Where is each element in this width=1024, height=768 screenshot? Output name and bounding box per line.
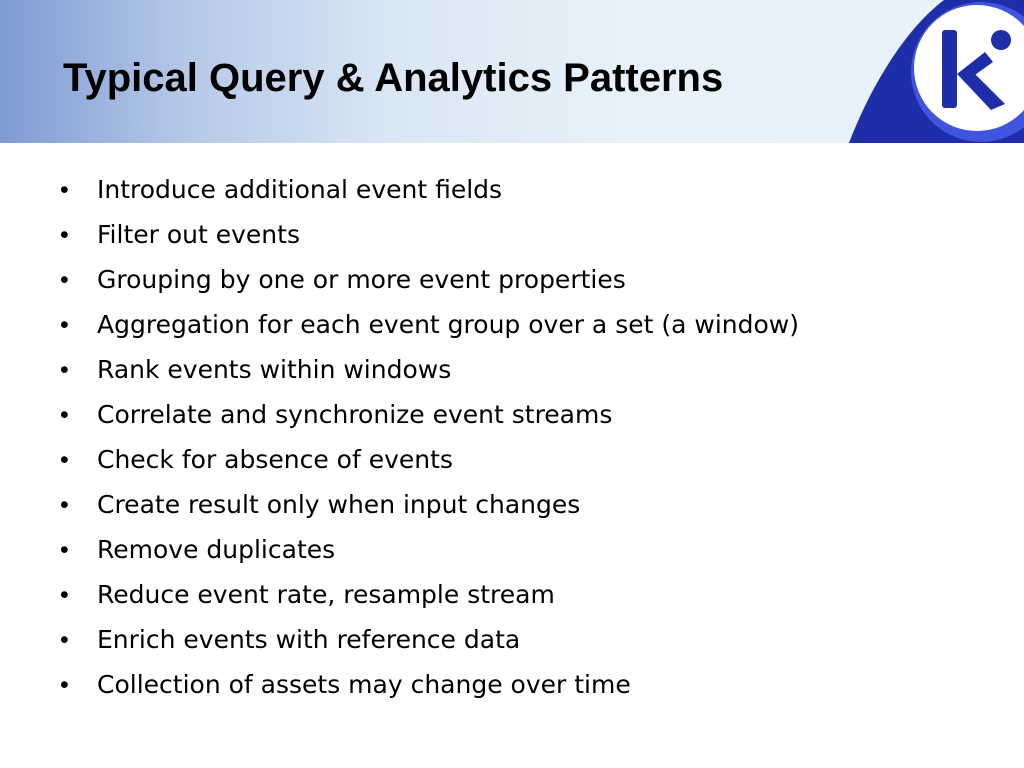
bullet-marker: • <box>60 311 69 339</box>
bullet-marker: • <box>60 671 69 699</box>
bullet-text: Reduce event rate, resample stream <box>97 580 555 609</box>
bullet-marker: • <box>60 401 69 429</box>
bullet-item <box>60 167 799 212</box>
bullet-text: Remove duplicates <box>97 535 336 564</box>
bullet-item <box>60 437 799 482</box>
bullet-text: Filter out events <box>97 220 300 249</box>
bullet-marker: • <box>60 491 69 519</box>
bullet-marker: • <box>60 176 69 204</box>
bullet-text: Enrich events with reference data <box>97 625 521 654</box>
bullet-text: Introduce additional event fields <box>97 175 503 204</box>
bullet-marker: • <box>60 446 69 474</box>
bullet-item <box>60 347 799 392</box>
bullet-text: Create result only when input changes <box>97 490 581 519</box>
bullet-item <box>60 257 799 302</box>
bullet-text: Aggregation for each event group over a set (a window) <box>97 310 799 339</box>
bullet-text: Correlate and synchronize event streams <box>97 400 613 429</box>
bullet-marker: • <box>60 221 69 249</box>
bullet-item <box>60 302 799 347</box>
bullet-marker: • <box>60 356 69 384</box>
bullet-list <box>60 167 799 707</box>
slide-title: Typical Query & Analytics Patterns <box>63 56 724 100</box>
bullet-item <box>60 212 799 257</box>
bullet-item <box>60 392 799 437</box>
bullet-item <box>60 617 799 662</box>
bullet-marker: • <box>60 266 69 294</box>
bullet-marker: • <box>60 536 69 564</box>
bullet-item <box>60 482 799 527</box>
bullet-item <box>60 662 799 707</box>
bullet-item <box>60 572 799 617</box>
bullet-marker: • <box>60 626 69 654</box>
bullet-text: Rank events within windows <box>97 355 452 384</box>
bullet-text: Check for absence of events <box>97 445 453 474</box>
bullet-item <box>60 527 799 572</box>
bullet-text: Collection of assets may change over time <box>97 670 631 699</box>
bullet-marker: • <box>60 581 69 609</box>
k-logo-icon <box>849 0 1024 143</box>
bullet-text: Grouping by one or more event properties <box>97 265 626 294</box>
